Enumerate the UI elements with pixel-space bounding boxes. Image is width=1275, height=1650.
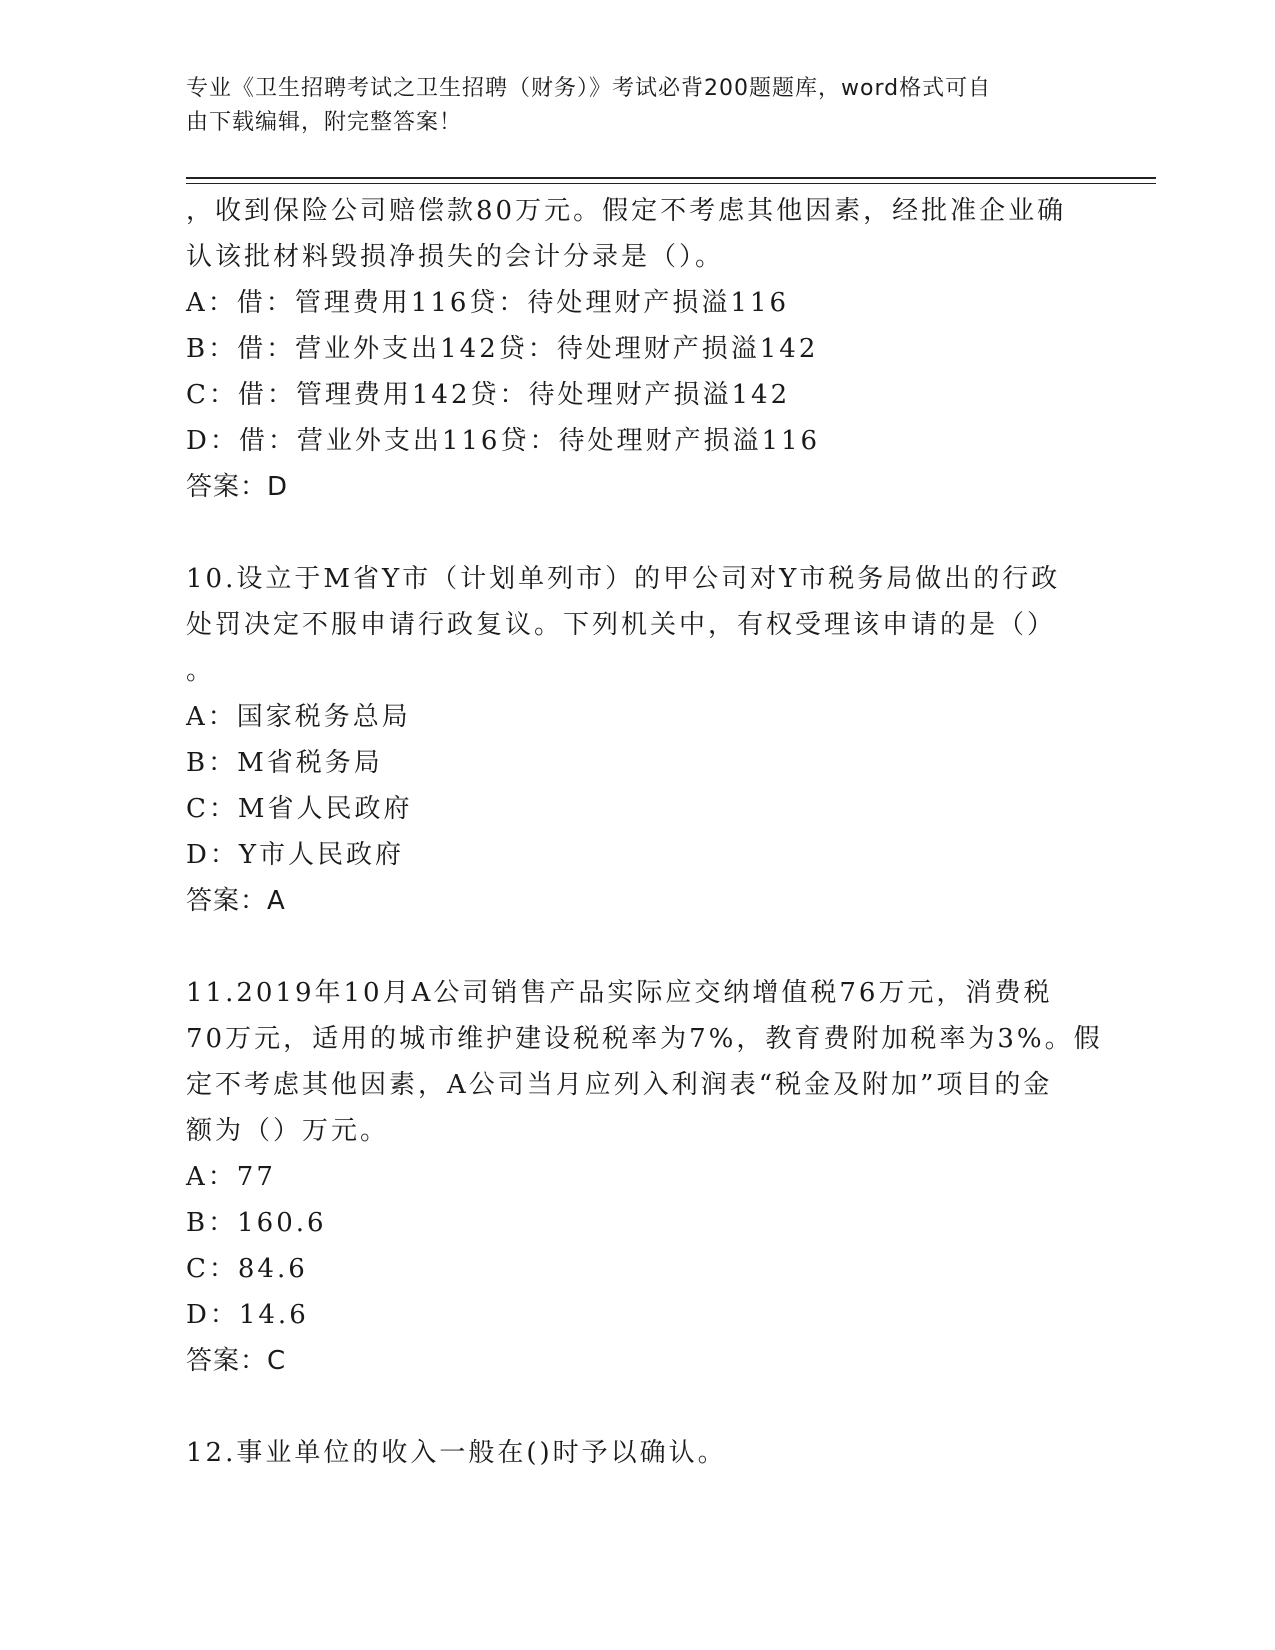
question-text-line: 认该批材料毁损净损失的会计分录是（）。 — [186, 242, 725, 272]
question-text-line: 处罚决定不服申请行政复议。下列机关中，有权受理该申请的是（） — [186, 610, 1057, 640]
option-b: B：借：营业外支出142贷：待处理财产损溢142 — [186, 334, 819, 364]
spacer — [186, 1384, 1086, 1430]
option-d: D：Y市人民政府 — [186, 840, 405, 870]
option-a: A：借：管理费用116贷：待处理财产损溢116 — [186, 288, 790, 318]
header-line-2: 由下载编辑，附完整答案！ — [186, 110, 463, 135]
option-b: B：M省税务局 — [186, 748, 383, 778]
option-d: D：借：营业外支出116贷：待处理财产损溢116 — [186, 426, 821, 456]
answer-label: 答案：A — [186, 886, 286, 916]
question-text-line: 70万元，适用的城市维护建设税税率为7%，教育费附加税率为3%。假 — [186, 1024, 1103, 1054]
question-text-line: 11.2019年10月A公司销售产品实际应交纳增值税76万元，消费税 — [186, 978, 1053, 1008]
header-line-1: 专业《卫生招聘考试之卫生招聘（财务）》考试必背200题题库，word格式可自 — [186, 76, 992, 101]
option-c: C：M省人民政府 — [186, 794, 413, 824]
question-10 — [186, 556, 1086, 924]
question-text-line: ，收到保险公司赔偿款80万元。假定不考虑其他因素，经批准企业确 — [186, 196, 1067, 226]
answer-label: 答案：C — [186, 1346, 287, 1376]
spacer — [186, 510, 1086, 556]
option-c: C：借：管理费用142贷：待处理财产损溢142 — [186, 380, 791, 410]
answer-label: 答案：D — [186, 472, 289, 502]
question-12 — [186, 1430, 1086, 1476]
header-divider-thick — [186, 177, 1156, 179]
spacer — [186, 924, 1086, 970]
option-c: C：84.6 — [186, 1254, 308, 1284]
question-text-line: 定不考虑其他因素，A公司当月应列入利润表“税金及附加”项目的金 — [186, 1070, 1053, 1100]
question-text-line: 额为（）万元。 — [186, 1116, 390, 1146]
option-d: D：14.6 — [186, 1300, 309, 1330]
option-b: B：160.6 — [186, 1208, 327, 1238]
question-text-line: 10.设立于M省Y市（计划单列市）的甲公司对Y市税务局做出的行政 — [186, 564, 1061, 594]
question-11 — [186, 970, 1103, 1384]
document-header — [186, 72, 1066, 140]
question-text-line: 12.事业单位的收入一般在()时予以确认。 — [186, 1438, 727, 1468]
question-text-line: 。 — [186, 656, 216, 686]
option-a: A：国家税务总局 — [186, 702, 411, 732]
option-a: A：77 — [186, 1162, 276, 1192]
header-divider-thin — [186, 183, 1156, 184]
question-content — [186, 188, 1103, 1476]
question-9 — [186, 188, 1086, 510]
